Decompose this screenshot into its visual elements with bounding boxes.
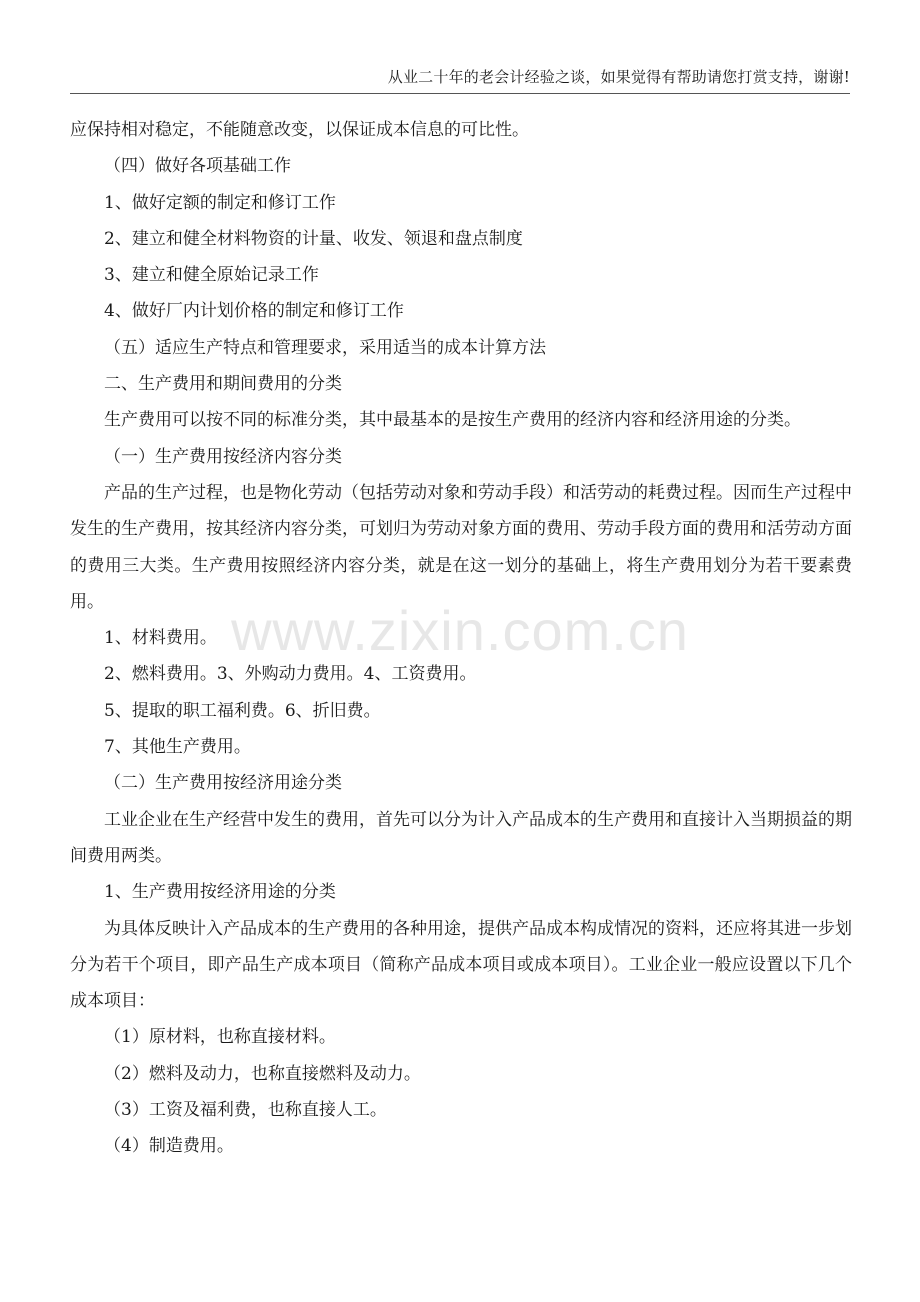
section-heading: （一）生产费用按经济内容分类 (104, 446, 342, 467)
document-body (70, 112, 852, 1165)
list-item: 1、材料费用。 (104, 628, 217, 649)
watermark: www.zixin.com.cn (231, 599, 689, 662)
list-item: 3、建立和健全原始记录工作 (104, 265, 319, 286)
section-heading: 二、生产费用和期间费用的分类 (104, 374, 342, 395)
paragraph: 应保持相对稳定，不能随意改变，以保证成本信息的可比性。 (70, 120, 529, 140)
list-item: （2）燃料及动力，也称直接燃料及动力。 (104, 1063, 421, 1084)
paragraph: 生产费用可以按不同的标准分类，其中最基本的是按生产费用的经济内容和经济用途的分类。 (104, 410, 801, 431)
header-note: 从业二十年的老会计经验之谈，如果觉得有帮助请您打赏支持，谢谢! (387, 68, 850, 86)
section-heading: 1、生产费用按经济用途的分类 (104, 882, 336, 903)
section-heading: （二）生产费用按经济用途分类 (104, 773, 342, 794)
paragraph: 工业企业在生产经营中发生的费用，首先可以分为计入产品成本的生产费用和直接计入当期损益的期间费用两类。 (70, 809, 852, 866)
section-heading: （四）做好各项基础工作 (104, 156, 291, 177)
header-divider (70, 93, 850, 94)
section-heading: （五）适应生产特点和管理要求，采用适当的成本计算方法 (104, 337, 546, 358)
list-item: 2、燃料费用。3、外购动力费用。4、工资费用。 (104, 664, 477, 685)
paragraph: 产品的生产过程，也是物化劳动（包括劳动对象和劳动手段）和活劳动的耗费过程。因而生产过程中发生的生产费用，按其经济内容分类，可划归为劳动对象方面的费用、劳动手段方面的费用和活劳动方面的费用三大类。生产费用按照经济内容分类，就是在这一划分的基础上，将生产费用划分为若干要素费用。 (70, 482, 852, 612)
list-item: 1、做好定额的制定和修订工作 (104, 192, 336, 213)
paragraph: 为具体反映计入产品成本的生产费用的各种用途，提供产品成本构成情况的资料，还应将其进一步划分为若干个项目，即产品生产成本项目（简称产品成本项目或成本项目）。工业企业一般应设置以下几个成本项目： (70, 918, 852, 1012)
list-item: 2、建立和健全材料物资的计量、收发、领退和盘点制度 (104, 228, 523, 249)
list-item: 5、提取的职工福利费。6、折旧费。 (104, 700, 381, 721)
list-item: （4）制造费用。 (104, 1136, 234, 1157)
list-item: 4、做好厂内计划价格的制定和修订工作 (104, 301, 404, 322)
list-item: 7、其他生产费用。 (104, 737, 251, 758)
list-item: （3）工资及福利费，也称直接人工。 (104, 1100, 387, 1121)
list-item: （1）原材料，也称直接材料。 (104, 1027, 336, 1048)
